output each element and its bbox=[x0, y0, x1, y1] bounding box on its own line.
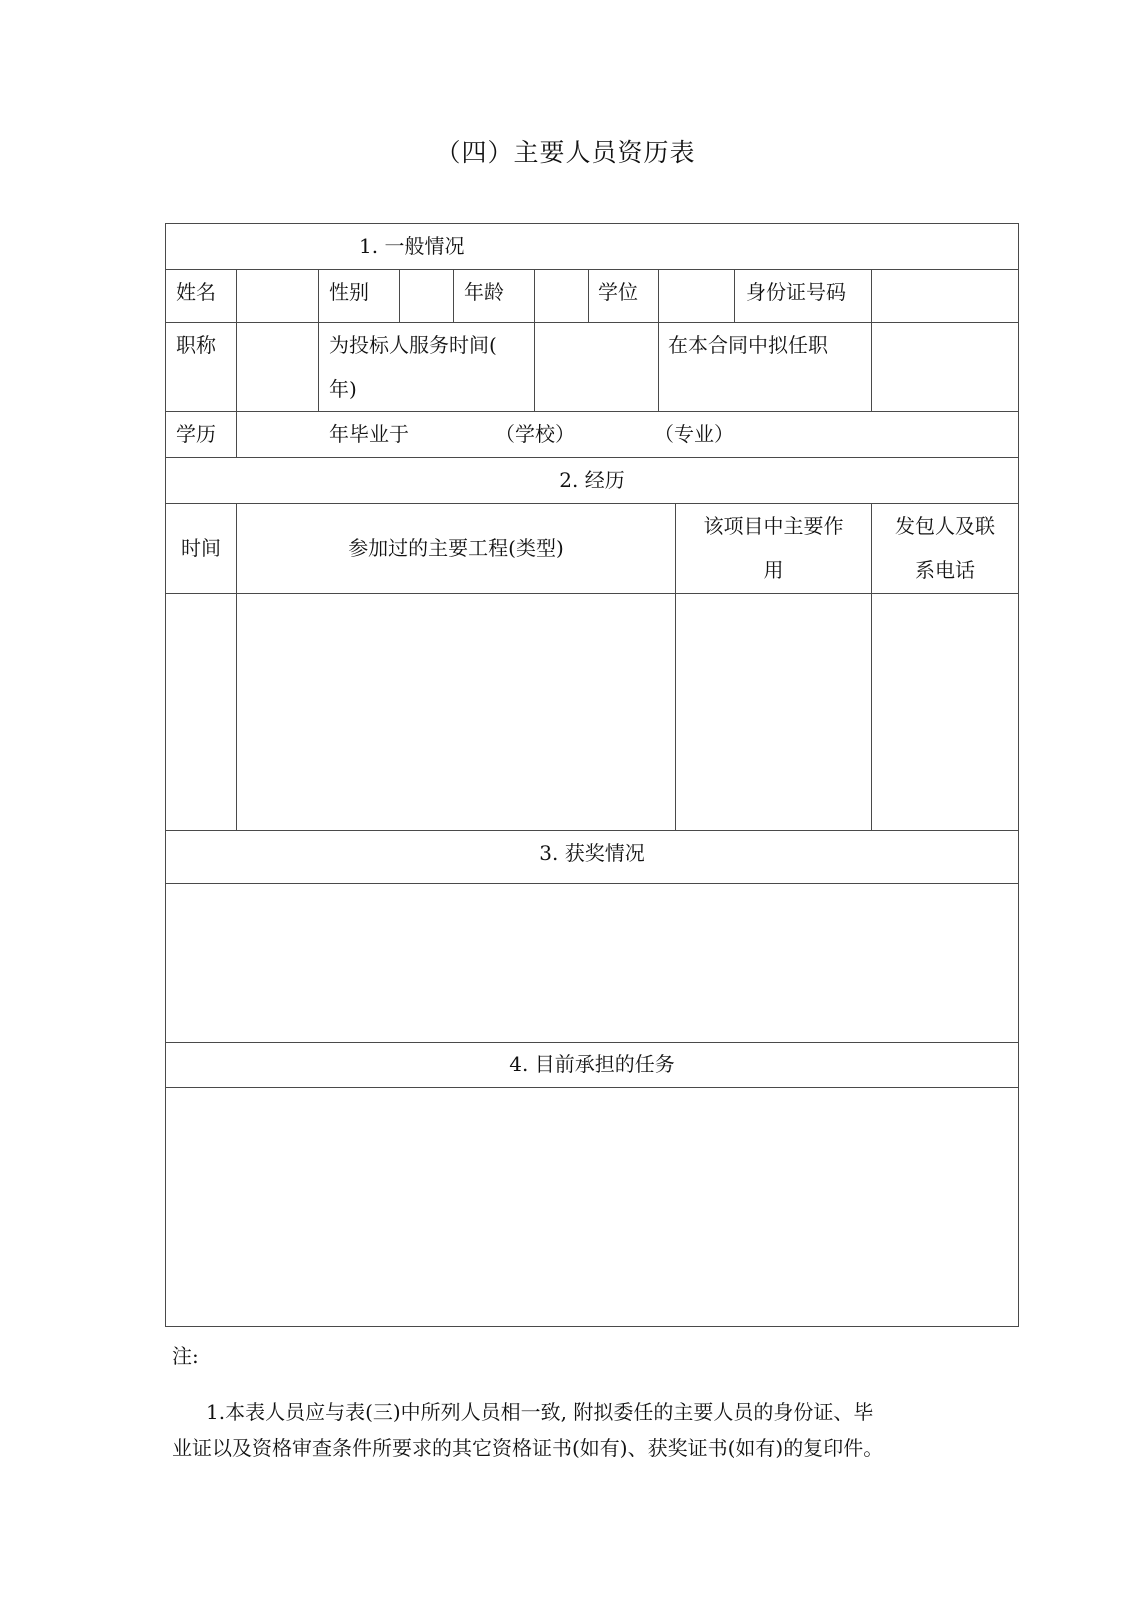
table-divider bbox=[453, 269, 454, 322]
column-role-line1: 该项目中主要作 bbox=[703, 514, 844, 538]
page-title: （四）主要人员资历表 bbox=[435, 138, 696, 167]
table-divider bbox=[318, 269, 319, 411]
table-divider bbox=[534, 269, 535, 411]
personnel-resume-table bbox=[165, 223, 1019, 1327]
column-contact-line2: 系电话 bbox=[915, 558, 975, 582]
column-projects: 参加过的主要工程(类型) bbox=[348, 536, 564, 560]
label-name: 姓名 bbox=[176, 280, 216, 304]
table-divider bbox=[399, 269, 400, 322]
label-age: 年龄 bbox=[464, 280, 504, 304]
label-service-years-line2: 年) bbox=[329, 377, 357, 401]
table-divider bbox=[166, 269, 1018, 270]
label-professional-title: 职称 bbox=[176, 333, 216, 357]
column-time: 时间 bbox=[181, 536, 221, 560]
table-divider bbox=[166, 883, 1018, 884]
note-label: 注: bbox=[172, 1344, 199, 1368]
column-contact-line1: 发包人及联 bbox=[895, 514, 995, 538]
section-heading-experience: 2. 经历 bbox=[559, 468, 625, 492]
table-divider bbox=[588, 269, 589, 322]
label-major: （专业） bbox=[654, 422, 734, 446]
note-line-2: 业证以及资格审查条件所要求的其它资格证书(如有)、获奖证书(如有)的复印件。 bbox=[172, 1436, 884, 1460]
table-divider bbox=[734, 269, 735, 322]
column-role-line2: 用 bbox=[763, 558, 784, 582]
table-divider bbox=[166, 411, 1018, 412]
section-heading-current-tasks: 4. 目前承担的任务 bbox=[509, 1052, 675, 1076]
label-graduated-year: 年毕业于 bbox=[329, 422, 409, 446]
section-heading-general: 1. 一般情况 bbox=[359, 234, 465, 258]
label-gender: 性别 bbox=[329, 280, 369, 304]
label-service-years-line1: 为投标人服务时间( bbox=[329, 333, 497, 357]
label-id-number: 身份证号码 bbox=[746, 280, 846, 304]
table-divider bbox=[166, 1087, 1018, 1088]
table-divider bbox=[871, 269, 872, 411]
label-degree: 学位 bbox=[598, 280, 638, 304]
label-education: 学历 bbox=[176, 422, 216, 446]
label-school: （学校） bbox=[495, 422, 575, 446]
section-heading-awards: 3. 获奖情况 bbox=[539, 841, 645, 865]
table-divider bbox=[166, 593, 1018, 594]
table-divider bbox=[658, 269, 659, 411]
table-divider bbox=[236, 269, 237, 457]
table-divider bbox=[166, 322, 1018, 323]
note-line-1: 1.本表人员应与表(三)中所列人员相一致, 附拟委任的主要人员的身份证、毕 bbox=[206, 1400, 874, 1424]
label-proposed-position: 在本合同中拟任职 bbox=[668, 333, 828, 357]
